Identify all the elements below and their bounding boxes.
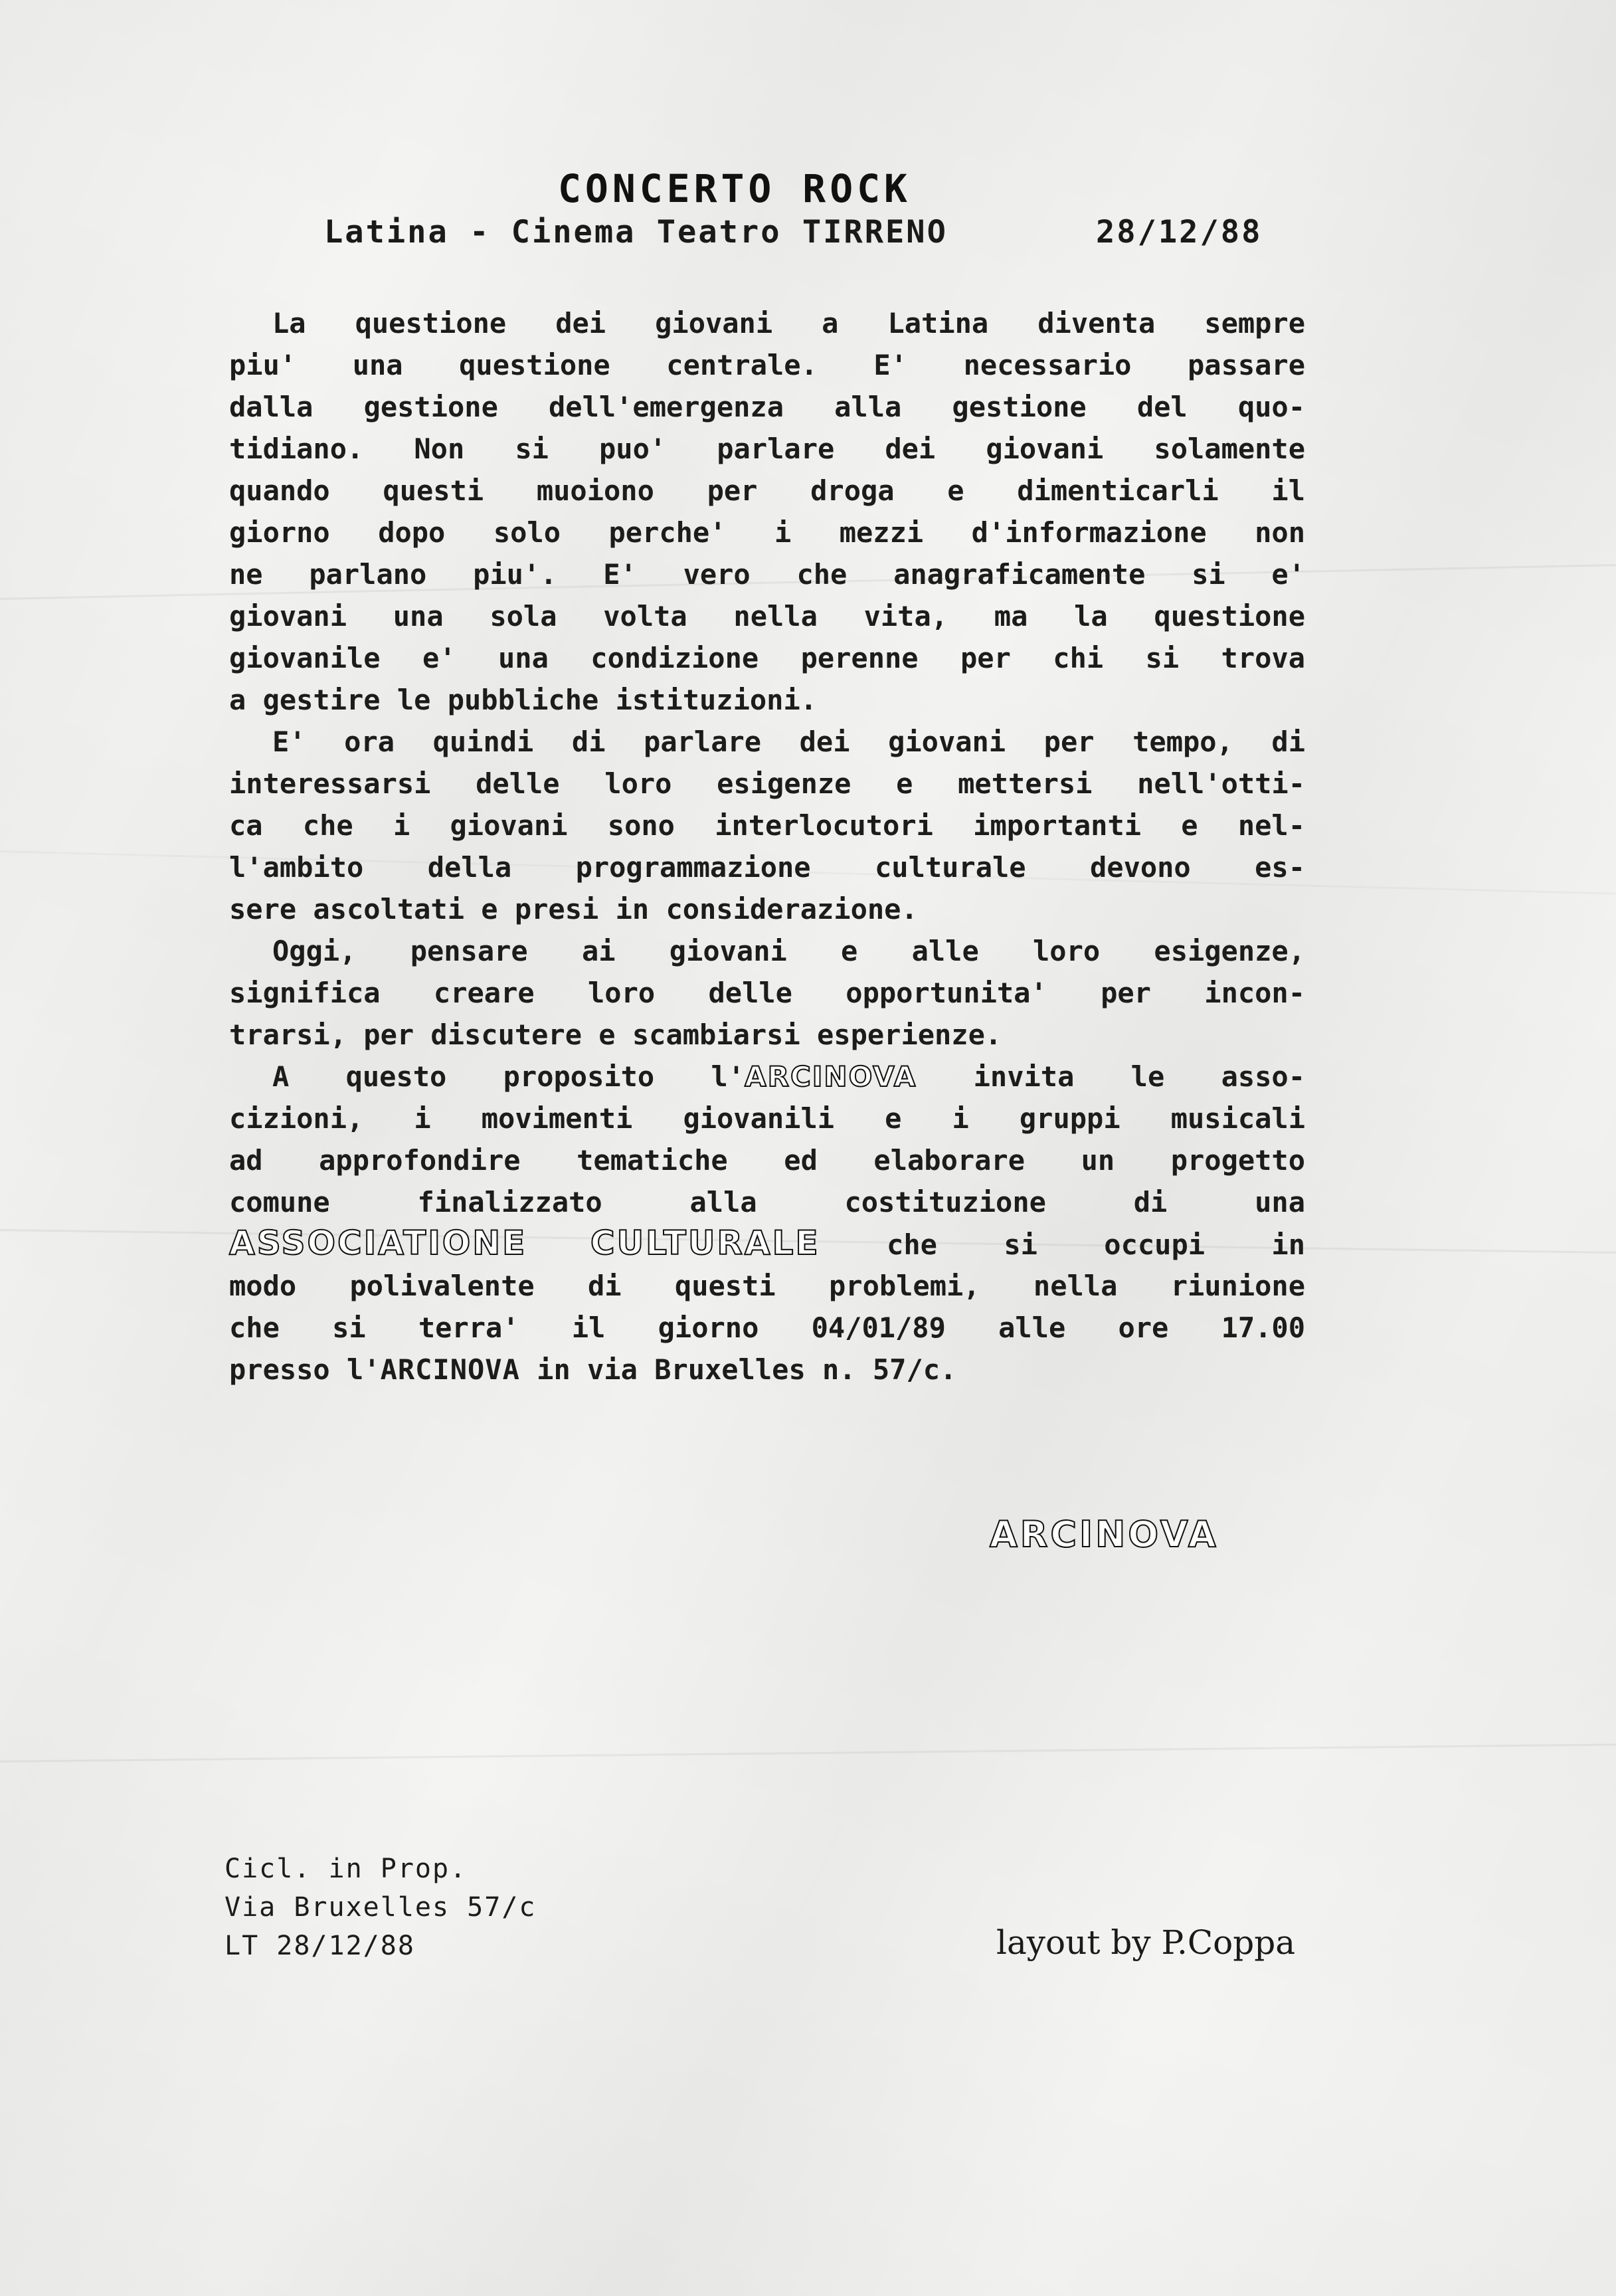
document-title: CONCERTO ROCK bbox=[558, 166, 911, 211]
layout-credit: layout by P.Coppa bbox=[996, 1923, 1296, 1962]
arcinova-logo: ARCINOVA bbox=[990, 1513, 1219, 1555]
text-fragment: A questo proposito l' bbox=[272, 1060, 745, 1093]
body-line: ad approfondire tematiche ed elaborare un progetto bbox=[229, 1144, 1305, 1177]
body-line: giovanile e' una condizione perenne per chi si trova bbox=[229, 642, 1305, 674]
text-fragment: presso l' bbox=[229, 1353, 381, 1386]
body-line: dalla gestione dell'emergenza alla gestione del quo- bbox=[229, 391, 1305, 423]
body-line: ca che i giovani sono interlocutori importanti e nel- bbox=[229, 809, 1305, 842]
footer-line: Cicl. in Prop. bbox=[224, 1854, 468, 1884]
body-line: interessarsi delle loro esigenze e mettersi nell'otti- bbox=[229, 767, 1305, 800]
body-line: giovani una sola volta nella vita, ma la questione bbox=[229, 600, 1305, 632]
body-line: a gestire le pubbliche istituzioni. bbox=[229, 684, 818, 716]
text-fragment: invita le asso- bbox=[917, 1060, 1305, 1093]
paper-crease bbox=[0, 1744, 1616, 1763]
body-line: l'ambito della programmazione culturale devono es- bbox=[229, 851, 1305, 884]
footer-line: Via Bruxelles 57/c bbox=[224, 1892, 537, 1923]
event-date: 28/12/88 bbox=[1096, 214, 1263, 250]
body-line: ne parlano piu'. E' vero che anagraficamente si e' bbox=[229, 558, 1305, 591]
body-line: E' ora quindi di parlare dei giovani per tempo, di bbox=[272, 725, 1305, 758]
body-line: cizioni, i movimenti giovanili e i gruppi musicali bbox=[229, 1102, 1305, 1135]
body-line: La questione dei giovani a Latina diventa sempre bbox=[272, 307, 1305, 339]
body-line-meeting-place bbox=[229, 1353, 1305, 1387]
arcinova-brand-bold: ARCINOVA bbox=[380, 1353, 520, 1386]
association-name: ASSOCIATIONE CULTURALE bbox=[229, 1224, 820, 1262]
footer-line: LT 28/12/88 bbox=[224, 1931, 415, 1961]
body-line: quando questi muoiono per droga e dimenticarli il bbox=[229, 474, 1305, 507]
body-line: significa creare loro delle opportunita' per incon- bbox=[229, 977, 1305, 1009]
body-line: comune finalizzato alla costituzione di una bbox=[229, 1186, 1305, 1218]
venue-line: Latina - Cinema Teatro TIRRENO bbox=[324, 214, 948, 250]
text-fragment: che si occupi in bbox=[820, 1228, 1305, 1261]
body-line: tidiano. Non si puo' parlare dei giovani solamente bbox=[229, 432, 1305, 465]
body-line-association bbox=[229, 1226, 1305, 1262]
body-line: giorno dopo solo perche' i mezzi d'informazione non bbox=[229, 516, 1305, 549]
body-line: piu' una questione centrale. E' necessario passare bbox=[229, 349, 1305, 381]
body-line-arcinova-invite bbox=[272, 1060, 1305, 1094]
body-line: modo polivalente di questi problemi, nella riunione bbox=[229, 1270, 1305, 1302]
body-line: sere ascoltati e presi in considerazione. bbox=[229, 893, 918, 925]
body-line: Oggi, pensare ai giovani e alle loro esigenze, bbox=[272, 935, 1305, 967]
body-line: trarsi, per discutere e scambiarsi esperienze. bbox=[229, 1018, 1002, 1051]
arcinova-brand-inline: ARCINOVA bbox=[745, 1060, 917, 1093]
text-fragment: in via Bruxelles n. 57/c. bbox=[519, 1353, 957, 1386]
body-line: che si terra' il giorno 04/01/89 alle ore 17.00 bbox=[229, 1311, 1305, 1344]
